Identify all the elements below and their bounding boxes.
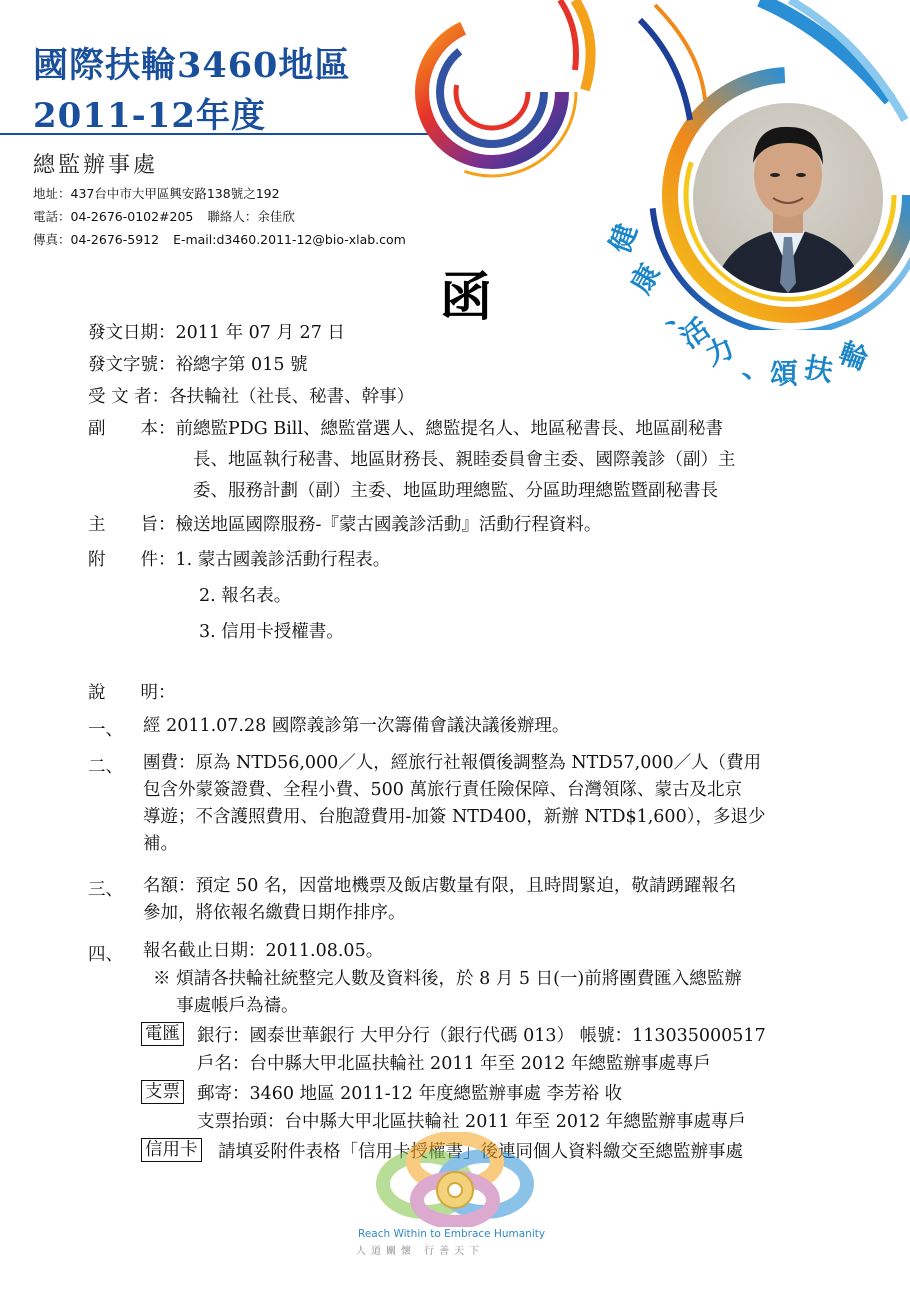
- explain-label: 說 明：: [88, 683, 176, 703]
- district-title: 國際扶輪3460地區: [33, 45, 351, 86]
- field-doc-number: [88, 351, 308, 376]
- slogan-char: 活: [673, 311, 716, 355]
- tag-credit-card: 信用卡: [141, 1138, 202, 1162]
- director-portrait: [693, 103, 883, 293]
- field-label: 副 本：: [88, 419, 176, 439]
- slogan-char: 健: [603, 219, 644, 258]
- item-text: [143, 938, 383, 965]
- field-value: 2011 年 07 月 27 日: [175, 323, 345, 343]
- attachment-item: 2. 報名表。: [199, 586, 292, 606]
- credit-card-instruction: 請填妥附件表格「信用卡授權書」後連同個人資料繳交至總監辦事處: [218, 1142, 743, 1162]
- subject-text: 檢送地區國際服務-『蒙古國義診活動』活動行程資料。: [175, 515, 602, 535]
- phone-line: [33, 207, 295, 225]
- slogan-char: 康: [624, 258, 667, 300]
- field-label: 發文字號：: [88, 355, 176, 375]
- slogan-char: 頌: [770, 357, 799, 390]
- field-label: 受 文 者：: [88, 387, 170, 407]
- wire-bank: 銀行：國泰世華銀行 大甲分行（銀行代碼 013） 帳號：113035000517: [197, 1026, 766, 1046]
- slogan-char: 、: [737, 347, 771, 386]
- office-name: 總監辦事處: [33, 153, 159, 178]
- item-number: 三、: [88, 880, 123, 900]
- item-line: 導遊；不含護照費用、台胞證費用-加簽 NTD400，新辦 NTD$1,600），多退少: [143, 807, 766, 827]
- fax-line: [33, 230, 406, 248]
- wire-account-name: 戶名：台中縣大甲北區扶輪社 2011 年至 2012 年總監辦事處專戶: [197, 1054, 711, 1074]
- slogan-char: 扶: [802, 350, 836, 389]
- cc-line: 前總監PDG Bill、總監當選人、總監提名人、地區秘書長、地區副秘書: [175, 419, 723, 439]
- footer-tagline: Reach Within to Embrace Humanity: [358, 1228, 546, 1240]
- attachment-item: 3. 信用卡授權書。: [199, 622, 344, 642]
- slogan-char: 輪: [834, 336, 873, 377]
- item-line: 參加，將依報名繳費日期作排序。: [143, 903, 406, 923]
- field-recipient: [88, 383, 414, 408]
- item-text: [143, 873, 736, 927]
- field-label: 附 件：: [88, 550, 176, 570]
- item-line: 報名截止日期：2011.08.05。: [143, 941, 384, 961]
- tag-wire-transfer: 電匯: [141, 1022, 184, 1046]
- fax: 傳真：04-2676-5912: [33, 232, 160, 247]
- footer-tagline-cn: 人道關懷 行善天下: [356, 1246, 485, 1257]
- check-mail: 郵寄：3460 地區 2011-12 年度總監辦事處 李芳裕 收: [197, 1084, 623, 1104]
- attachment-item: 1. 蒙古國義診活動行程表。: [175, 550, 391, 570]
- field-date: [88, 319, 345, 344]
- contact-person: 聯絡人：余佳欣: [207, 209, 295, 224]
- slogan-char: 、: [648, 289, 692, 333]
- item-line: 包含外蒙簽證費、全程小費、500 萬旅行責任險保障、台灣領隊、蒙古及北京: [143, 780, 742, 800]
- cc-line: 委、服務計劃（副）主委、地區助理總監、分區助理總監暨副秘書長: [193, 481, 718, 501]
- phone: 電話：04-2676-0102#205: [33, 209, 194, 224]
- letter-heading: 函: [440, 267, 493, 328]
- cc-line: 長、地區執行秘書、地區財務長、親睦委員會主委、國際義診（副）主: [193, 450, 736, 470]
- year-title: 2011-12年度: [33, 96, 267, 136]
- item-number: 一、: [88, 720, 123, 740]
- field-value: 各扶輪社（社長、秘書、幹事）: [169, 387, 415, 407]
- item-number: 二、: [88, 757, 123, 777]
- item-line: 名額：預定 50 名，因當地機票及飯店數量有限，且時間緊迫，敬請踴躍報名: [143, 876, 737, 896]
- payment-note: [153, 966, 742, 1020]
- field-cc: [88, 415, 723, 440]
- slogan-char: 力: [699, 330, 740, 373]
- rotary-rings-logo: [365, 1132, 545, 1227]
- field-subject: [88, 511, 601, 536]
- email: E-mail:d3460.2011-12@bio-xlab.com: [173, 232, 406, 247]
- field-label: 發文日期：: [88, 323, 176, 343]
- item-line: 經 2011.07.28 國際義診第一次籌備會議決議後辦理。: [143, 716, 570, 736]
- note-line: 事處帳戶為禱。: [153, 996, 299, 1016]
- address-line: 地址：437台中市大甲區興安路138號之192: [33, 186, 280, 201]
- field-attachments: [88, 546, 390, 571]
- item-text: [143, 713, 569, 740]
- note-line: ※ 煩請各扶輪社統整完人數及資料後，於 8 月 5 日(一)前將團費匯入總監辦: [153, 969, 742, 989]
- item-text: [143, 750, 765, 858]
- item-number: 四、: [88, 945, 123, 965]
- check-payee: 支票抬頭：台中縣大甲北區扶輪社 2011 年至 2012 年總監辦事處專戶: [197, 1112, 746, 1132]
- item-line: 團費：原為 NTD56,000／人，經旅行社報價後調整為 NTD57,000／人（費用: [143, 753, 762, 773]
- tag-check: 支票: [141, 1080, 184, 1104]
- field-label: 主 旨：: [88, 515, 176, 535]
- field-value: 裕總字第 015 號: [175, 355, 308, 375]
- item-line: 補。: [143, 834, 178, 854]
